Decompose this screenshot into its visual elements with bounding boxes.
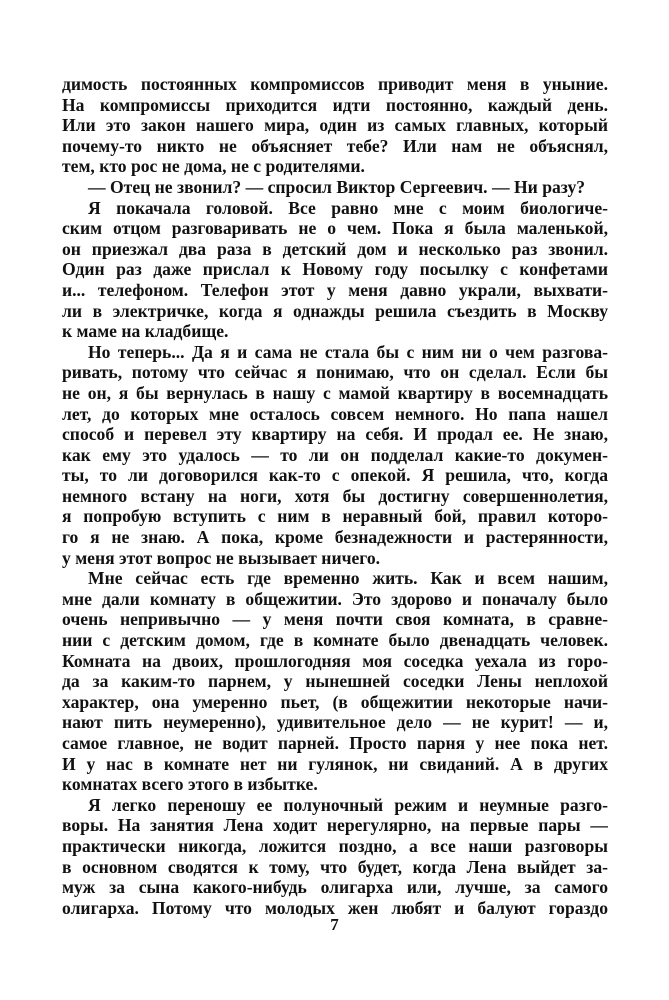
text-line: немного встану на ноги, хотя бы достигну совершеннолетия,	[62, 485, 608, 506]
text-line: И у нас в комнате нет ни гулянок, ни свиданий. А в других	[62, 753, 608, 774]
text-line: я попробую вступить с ним в неравный бой, правил которо-	[62, 506, 608, 527]
text-line: самое главное, не водит парней. Просто парня у нее пока нет.	[62, 733, 608, 753]
text-line: На компромиссы приходится идти постоянно, каждый день.	[62, 94, 608, 115]
text-line: Или это закон нашего мира, один из самых главных, который	[62, 115, 608, 136]
text-line: лет, до которых мне осталось совсем немного. Но папа нашел	[62, 403, 608, 424]
text-line: воры. На занятия Лена ходит нерегулярно, на первые пары —	[62, 815, 608, 836]
text-line: и... телефоном. Телефон этот у меня давно украли, выхвати-	[62, 279, 608, 300]
text-line: тем, кто рос не дома, не с родителями.	[62, 156, 365, 177]
text-line: очень непривычно — у меня почти своя комната, в сравне-	[62, 609, 608, 630]
text-line: нают пить неумеренно), удивительное дело — не курит! — и,	[62, 712, 608, 733]
text-line: у меня этот вопрос не вызывает ничего.	[62, 547, 381, 568]
text-line: димость постоянных компромиссов приводит меня в уныние.	[62, 74, 608, 94]
text-line: ривать, потому что сейчас я понимаю, что он сделал. Если бы	[62, 362, 608, 383]
text-line: не он, я бы вернулась в нашу с мамой квартиру в восемнадцать	[62, 382, 608, 403]
text-line: ли в электричке, когда я однажды решила съездить в Москву	[62, 300, 608, 321]
text-line: он приезжал два раза в детский дом и несколько раз звонил.	[62, 238, 608, 259]
text-line: нии с детским домом, где в комнате было двенадцать человек.	[62, 630, 608, 651]
text-line: Я покачала головой. Все равно мне с моим биологиче-	[88, 197, 608, 218]
text-line: ским отцом разговаривать не о чем. Пока я была маленькой,	[62, 218, 608, 239]
text-line: практически никогда, ложится поздно, а все наши разговоры	[62, 835, 608, 856]
text-line: мне дали комнату в общежитии. Это здорово и поначалу было	[62, 588, 608, 609]
text-line: Комната на двоих, прошлогодняя моя соседка уехала из горо-	[62, 650, 608, 671]
text-line: к маме на кладбище.	[62, 321, 229, 342]
text-line: ты, то ли договорился как-то с опекой. Я решила, что, когда	[62, 465, 608, 486]
text-line: олигарха. Потому что молодых жен любят и балуют гораздо	[62, 897, 608, 918]
body-text	[62, 74, 608, 918]
text-line: Но теперь... Да я и сама не стала бы с ним ни о чем разгова-	[88, 341, 608, 362]
text-line: Я легко переношу ее полуночный режим и неумные разго-	[88, 794, 608, 815]
text-line: почему-то никто не объясняет тебе? Или нам не объяснял,	[62, 135, 608, 156]
text-line: способ и перевел эту квартиру на себя. И продал ее. Не знаю,	[62, 424, 608, 445]
text-line: Мне сейчас есть где временно жить. Как и всем нашим,	[88, 568, 608, 589]
text-line: го я не знаю. А пока, кроме безнадежности и растерянности,	[62, 527, 608, 548]
text-line: как ему это удалось — то ли он подделал какие-то докумен-	[62, 444, 608, 465]
text-line: Один раз даже прислал к Новому году посылку с конфетами	[62, 259, 608, 280]
page-number: 7	[330, 915, 339, 934]
text-line: комнатах всего этого в избытке.	[62, 774, 318, 795]
text-line: да за каким-то парнем, у нынешней соседки Лены неплохой	[62, 671, 608, 692]
text-line: характер, она умеренно пьет, (в общежитии некоторые начи-	[62, 691, 608, 712]
text-line: — Отец не звонил? — спросил Виктор Сергеевич. — Ни разу?	[88, 176, 586, 197]
text-line: муж за сына какого-нибудь олигарха или, лучше, за самого	[62, 877, 608, 898]
text-line: в основном сводятся к тому, что будет, когда Лена выйдет за-	[62, 856, 608, 877]
